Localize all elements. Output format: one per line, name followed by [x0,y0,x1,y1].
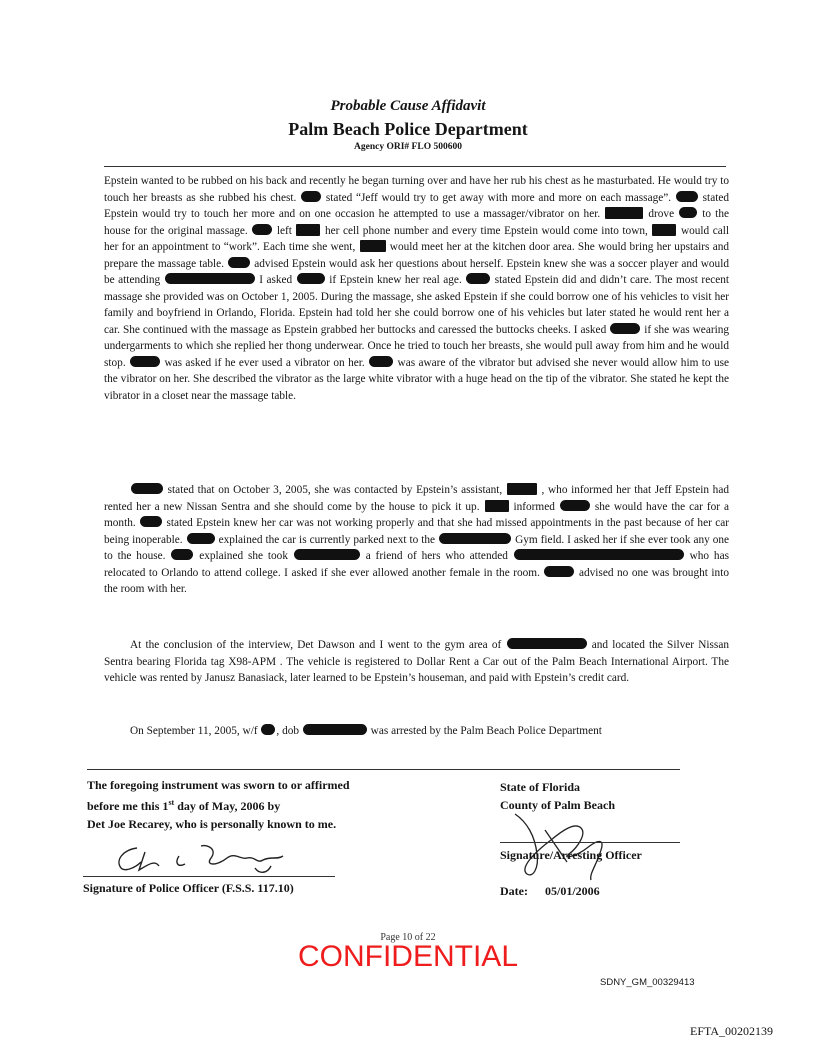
text: Gym field. I asked her if she ever took any one to the house. [104,533,730,562]
redaction-mark [652,224,676,236]
text: On September 11, 2005, w/f [130,725,258,737]
efta-number: EFTA_00202139 [690,1024,774,1038]
text: I asked [259,274,293,286]
agency-ori: Agency ORI# FLO 500600 [354,142,462,152]
paragraph-vehicle-located [104,637,729,687]
text: would call her for an appointment to “work”. Each time she went, [104,224,730,253]
redaction-mark [605,207,643,219]
officer-signature-label: Signature of Police Officer (F.S.S. 117.10) [83,881,294,895]
confidential-stamp: CONFIDENTIAL [297,940,519,973]
text: if she was wearing undergarments to which she replied her thong underwear. Once he tried to touch her breasts, she would pull away from him and he would stop. [104,323,730,369]
redaction-mark [171,549,193,560]
oath-line [87,794,427,815]
text: stated Epstein knew her car was not working properly and that she had missed appointments in the past because of her car being inoperable. [104,517,730,546]
text: stated “Jeff would try to get away with more and more on each massage”. [325,191,672,204]
officer-signature-line [83,876,335,877]
text: and located the Silver Nissan Sentra bearing Florida tag X98-APM . The vehicle is registered to Dollar Rent a Car out of the Palm Beach International Airport. The vehicle was rented by Janusz Banasiack, later learned to be Epstein’s houseman, and paid with Epstein’s credit card. [104,639,729,684]
redaction-mark [165,273,255,284]
county-name: County of Palm Beach [500,798,615,812]
redaction-mark [466,273,490,284]
state-name: State of Florida [500,780,580,794]
date-value: 05/01/2006 [545,884,600,898]
redaction-mark [610,323,640,334]
redaction-mark [369,356,393,367]
text: stated that on October 3, 2005, she was contacted by Epstein’s assistant, [167,484,503,496]
text: , who informed her that Jeff Epstein had rented her a new Nissan Sentra and she should come by the house to pick it up. [104,484,729,513]
text: At the conclusion of the interview, Det Dawson and I went to the gym area of [130,639,502,651]
arresting-officer-signature [505,808,625,886]
redaction-mark [439,533,511,544]
text: was aware of the vibrator but advised she never would allow him to use the vibrator on her. She described the vibrator as the large white vibrator with a huge head on the tip of the vibrator. She stated he kept the vibrator in a closet near the massage table. [104,356,730,402]
text: a friend of hers who attended [365,550,508,562]
text: stated Epstein would try to touch her more and on one occasion he attempted to use a massager/vibrator on her. [104,191,730,220]
redaction-mark [252,224,272,235]
oath-block [87,776,427,833]
text: left [276,224,292,237]
affidavit-title: Probable Cause Affidavit [330,98,486,114]
redaction-mark [514,549,684,560]
footer-rule [87,769,680,770]
redaction-mark [679,207,697,218]
text: informed [513,500,555,513]
text: drove [648,208,675,220]
redaction-mark [485,500,509,512]
text: to the house for the original massage. [104,208,729,237]
text: before me this 1 [87,799,169,813]
redaction-mark [544,566,574,577]
arresting-signature-label: Signature/Arresting Officer [500,848,642,862]
redaction-mark [131,483,163,494]
date-label: Date: [500,884,528,898]
oath-line: The foregoing instrument was sworn to or affirmed [87,778,350,792]
department-name: Palm Beach Police Department [288,119,528,139]
bates-number: SDNY_GM_00329413 [600,977,695,988]
paragraph-arrest [104,723,729,740]
header-rule [104,166,726,167]
text: advised no one was brought into the room with her. [104,566,729,595]
text: stated Epstein did and didn’t care. The most recent massage she provided was on October 1, 2005. During the massage, she asked Epstein if she could borrow one of his vehicles to visit her family and boyfriend in Orlando, Florida. Epstein had told her she could borrow one of his vehicles but later stated he would rent her a car. She continued with the massage as Epstein grabbed her buttocks and caressed the buttocks cheeks. I asked [104,274,730,336]
redaction-mark [297,273,325,284]
redaction-mark [303,724,367,735]
redaction-mark [676,191,698,202]
text: she would have the car for a month. [104,500,729,529]
paragraph-massage-account [104,173,729,404]
arresting-signature-line [500,842,680,843]
text: if Epstein knew her real age. [329,274,462,286]
text: Epstein wanted to be rubbed on his back and recently he began turning over and have her rub his chest as he masturbated. He would try to touch her breasts as she rubbed his chest. [104,175,729,204]
redaction-mark [294,549,360,560]
superscript: st [168,798,175,807]
text: was asked if he ever used a vibrator on her. [164,356,365,369]
redaction-mark [507,483,537,495]
redaction-mark [296,224,320,236]
redaction-mark [187,533,215,544]
text: , dob [276,725,300,737]
text: was arrested by the Palm Beach Police Department [370,725,602,737]
text: day of May, 2006 by [174,799,281,813]
redaction-mark [560,500,590,511]
oath-line: Det Joe Recarey, who is personally known to me. [87,817,337,831]
redaction-mark [228,257,250,268]
text: who has relocated to Orlando to attend college. I asked if she ever allowed another female in the room. [104,550,729,579]
text: her cell phone number and every time Epstein would come into town, [324,224,648,237]
redaction-mark [301,191,321,202]
police-officer-signature [105,838,345,878]
redaction-mark [261,724,275,735]
text: explained she took [199,550,288,562]
text: would meet her at the kitchen door area. She would bring her upstairs and prepare the massage table. [104,241,730,270]
redaction-mark [507,638,587,649]
page-number: Page 10 of 22 [380,932,436,943]
text: advised Epstein would ask her questions about herself. Epstein knew she was a soccer player and would be attending [104,257,729,286]
redaction-mark [130,356,160,367]
text: explained the car is currently parked next to the [218,533,436,546]
redaction-mark [360,240,386,252]
paragraph-rental-car [104,482,729,598]
redaction-mark [140,516,162,527]
